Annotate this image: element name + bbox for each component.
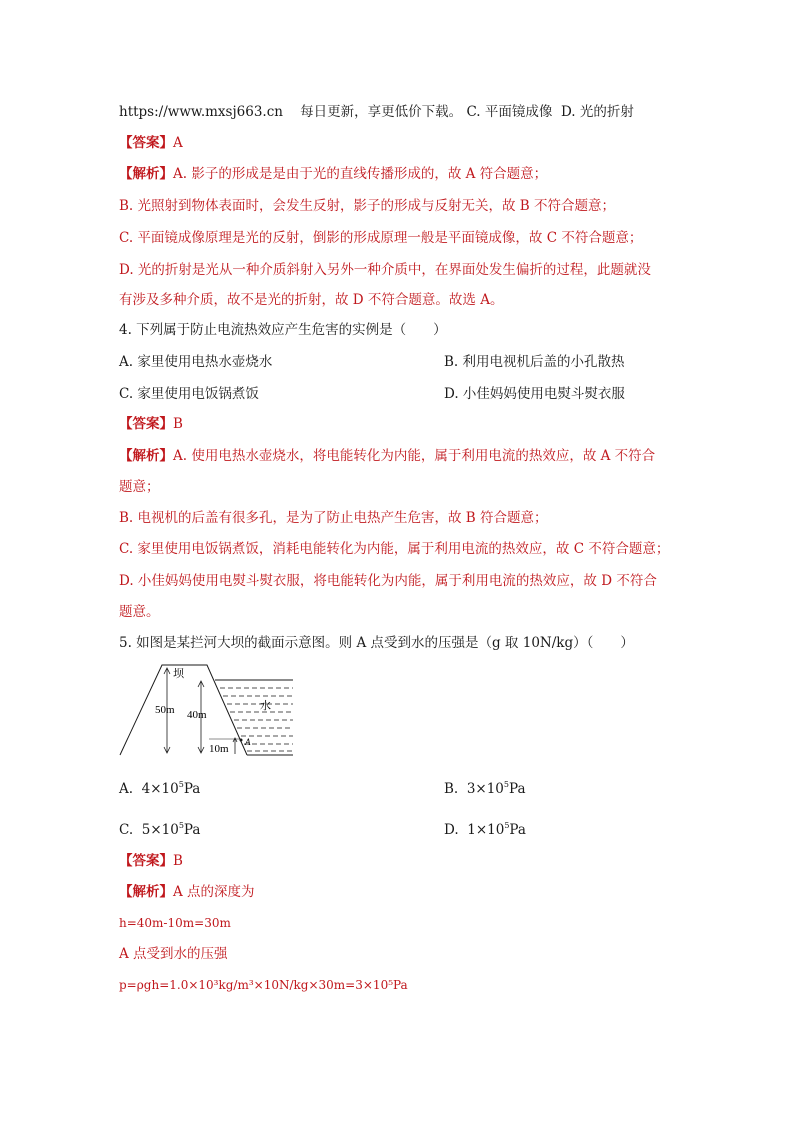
option-letter: B. (444, 781, 459, 797)
header-option-d: D. 光的折射 (560, 104, 634, 120)
q4-analysis-line-6: 题意。 (119, 604, 160, 620)
q5-analysis-line-3: A 点受到水的压强 (119, 946, 228, 962)
dam-label: 坝 (173, 668, 184, 680)
q3-analysis-line-2: B. 光照射到物体表面时，会发生反射，影子的形成与反射无关，故 B 不符合题意； (119, 198, 616, 214)
option-unit: Pa (509, 822, 526, 838)
q3-analysis-line-1 (119, 164, 547, 184)
q4-analysis-line-2: 题意； (119, 479, 160, 495)
answer-value: B (173, 853, 183, 869)
option-exponent: 5 (504, 821, 510, 830)
option-coef: 5×10 (141, 822, 179, 838)
option-letter: C. (119, 822, 134, 838)
header-slogan: 每日更新，享更低价下载。 (300, 104, 463, 120)
q4-analysis-line-5: D. 小佳妈妈使用电熨斗熨衣服，将电能转化为内能，属于利用电流的热效应，故 D 不符合 (119, 573, 657, 589)
dam-cross-section-figure (117, 660, 297, 760)
option-unit: Pa (183, 822, 201, 838)
q4-analysis-line-4: C. 家里使用电饭锅煮饭，消耗电能转化为内能，属于利用电流的热效应，故 C 不符合题意； (119, 541, 670, 557)
height-50m-label: 50m (155, 704, 175, 716)
q4-stem: 4. 下列属于防止电流热效应产生危害的实例是（ ） (119, 322, 447, 338)
q5-option-d (444, 816, 526, 840)
q3-analysis-line-3: C. 平面镜成像原理是光的反射，倒影的形成原理一般是平面镜成像，故 C 不符合题意； (119, 230, 643, 246)
q4-option-d: D. 小佳妈妈使用电熨斗熨衣服 (444, 386, 625, 402)
point-a-label: A (245, 737, 251, 747)
height-40m-label: 40m (187, 709, 207, 721)
q5-analysis-line-4: p=ρgh=1.0×10³kg/m³×10N/kg×30m=3×10⁵Pa (119, 978, 408, 992)
header-option-c: C. 平面镜成像 (466, 104, 553, 120)
option-unit: Pa (509, 781, 526, 797)
q4-option-c: C. 家里使用电饭锅煮饭 (119, 386, 259, 402)
option-coef: 3×10 (466, 781, 504, 797)
q5-option-c (119, 816, 200, 840)
option-unit: Pa (183, 781, 201, 797)
height-10m-label: 10m (209, 743, 229, 755)
q4-answer (119, 414, 183, 434)
q4-option-b: B. 利用电视机后盖的小孔散热 (444, 354, 625, 370)
option-exponent: 5 (178, 821, 184, 830)
analysis-text: A. 影子的形成是是由于光的直线传播形成的，故 A 符合题意； (173, 166, 548, 182)
answer-value: A (173, 135, 183, 151)
q5-answer (119, 851, 183, 871)
q5-stem: 5. 如图是某拦河大坝的截面示意图。则 A 点受到水的压强是（g 取 10N/kg）（ ） (119, 635, 634, 651)
q5-analysis-line-1 (119, 882, 255, 902)
analysis-text: A. 使用电热水壶烧水，将电能转化为内能，属于利用电流的热效应，故 A 不符合 (173, 448, 656, 464)
q5-analysis-line-2: h=40m-10m=30m (119, 916, 231, 930)
q4-analysis-line-1 (119, 446, 655, 466)
q5-option-b (444, 775, 526, 799)
option-coef: 1×10 (467, 822, 505, 838)
option-letter: D. (444, 822, 459, 838)
analysis-tag: 【解析】 (119, 448, 173, 464)
answer-tag: 【答案】 (119, 416, 173, 432)
option-exponent: 5 (178, 780, 184, 789)
q4-option-a: A. 家里使用电热水壶烧水 (119, 354, 273, 370)
option-coef: 4×10 (141, 781, 179, 797)
analysis-tag: 【解析】 (119, 884, 173, 900)
q4-analysis-line-3: B. 电视机的后盖有很多孔，是为了防止电热产生危害，故 B 符合题意； (119, 510, 548, 526)
q3-analysis-line-5: 有涉及多种介质，故不是光的折射，故 D 不符合题意。故选 A。 (119, 292, 504, 308)
answer-tag: 【答案】 (119, 853, 173, 869)
analysis-text: A 点的深度为 (173, 884, 255, 900)
water-label: 水 (260, 700, 271, 712)
option-letter: A. (119, 781, 134, 797)
header-line (119, 102, 634, 122)
option-exponent: 5 (503, 780, 509, 789)
analysis-tag: 【解析】 (119, 166, 173, 182)
answer-value: B (173, 416, 183, 432)
q5-option-a (119, 775, 200, 799)
q3-analysis-line-4: D. 光的折射是光从一种介质斜射入另外一种介质中，在界面处发生偏折的过程，此题就没 (119, 262, 651, 278)
answer-tag: 【答案】 (119, 135, 173, 151)
q3-answer (119, 133, 183, 153)
header-url: https://www.mxsj663.cn (119, 104, 283, 120)
